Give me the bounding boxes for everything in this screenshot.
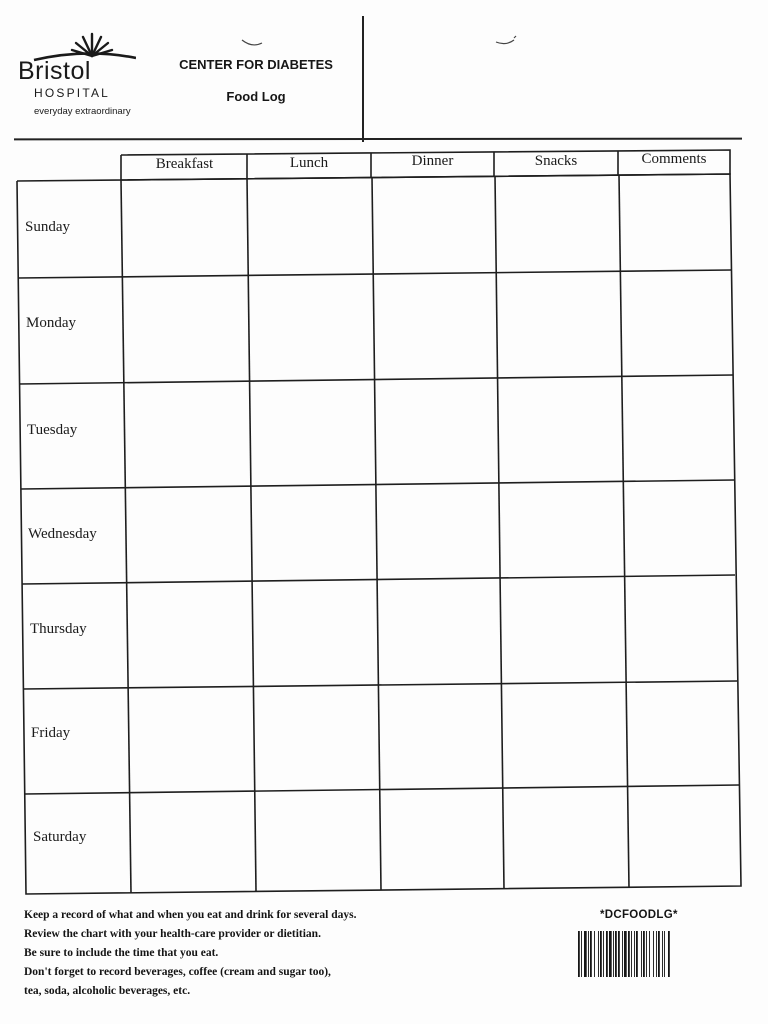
row-label-thursday: Thursday	[30, 621, 87, 637]
barcode-bar	[636, 931, 638, 977]
barcode-bar	[581, 931, 582, 977]
instruction-line: Be sure to include the time that you eat.	[24, 947, 219, 959]
barcode-bar	[584, 931, 587, 977]
barcode-bar	[588, 931, 589, 977]
barcode-icon	[578, 931, 716, 977]
row-label-wednesday: Wednesday	[28, 526, 97, 542]
barcode-bar	[606, 931, 608, 977]
barcode-bar	[664, 931, 665, 977]
form-code: *DCFOODLG*	[600, 909, 678, 921]
barcode-bar	[594, 931, 595, 977]
column-header-snacks: Snacks	[534, 153, 578, 169]
barcode-bar	[653, 931, 654, 977]
barcode-bar	[603, 931, 604, 977]
barcode-bar	[643, 931, 645, 977]
barcode-bar	[615, 931, 617, 977]
row-label-saturday: Saturday	[33, 829, 87, 845]
barcode-bar	[609, 931, 612, 977]
logo-subtitle: HOSPITAL	[34, 86, 111, 100]
barcode-bar	[658, 931, 660, 977]
barcode-bar	[613, 931, 614, 977]
barcode-bar	[600, 931, 602, 977]
barcode-bar	[641, 931, 642, 977]
row-label-tuesday: Tuesday	[27, 422, 78, 438]
row-label-sunday: Sunday	[25, 219, 70, 235]
barcode-bar	[649, 931, 650, 977]
instruction-line: Review the chart with your health-care provider or dietitian.	[24, 928, 321, 940]
column-header-comments: Comments	[641, 151, 707, 167]
barcode-bar	[631, 931, 632, 977]
barcode-bar	[668, 931, 670, 977]
instructions	[24, 906, 544, 1001]
barcode-bar	[634, 931, 635, 977]
instruction-line: Keep a record of what and when you eat and drink for several days.	[24, 909, 357, 921]
barcode-bar	[662, 931, 663, 977]
barcode-bar	[618, 931, 620, 977]
column-header-dinner: Dinner	[411, 153, 454, 169]
barcode-bar	[656, 931, 657, 977]
barcode-bar	[590, 931, 592, 977]
barcode-bar	[622, 931, 623, 977]
barcode-bar	[624, 931, 627, 977]
form-title: Food Log	[226, 89, 286, 104]
logo-wordmark: Bristol	[18, 57, 91, 85]
barcode-bar	[646, 931, 647, 977]
barcode-bar	[598, 931, 599, 977]
row-label-monday: Monday	[26, 315, 76, 331]
row-label-friday: Friday	[31, 725, 71, 741]
logo-tagline: everyday extraordinary	[34, 106, 131, 117]
barcode-bar	[578, 931, 580, 977]
instruction-line: Don't forget to record beverages, coffee (cream and sugar too),	[24, 966, 331, 978]
department-title: CENTER FOR DIABETES	[179, 57, 333, 72]
barcode-bar	[628, 931, 630, 977]
instruction-line: tea, soda, alcoholic beverages, etc.	[24, 985, 191, 997]
column-header-lunch: Lunch	[289, 155, 329, 171]
column-header-breakfast: Breakfast	[155, 156, 214, 172]
